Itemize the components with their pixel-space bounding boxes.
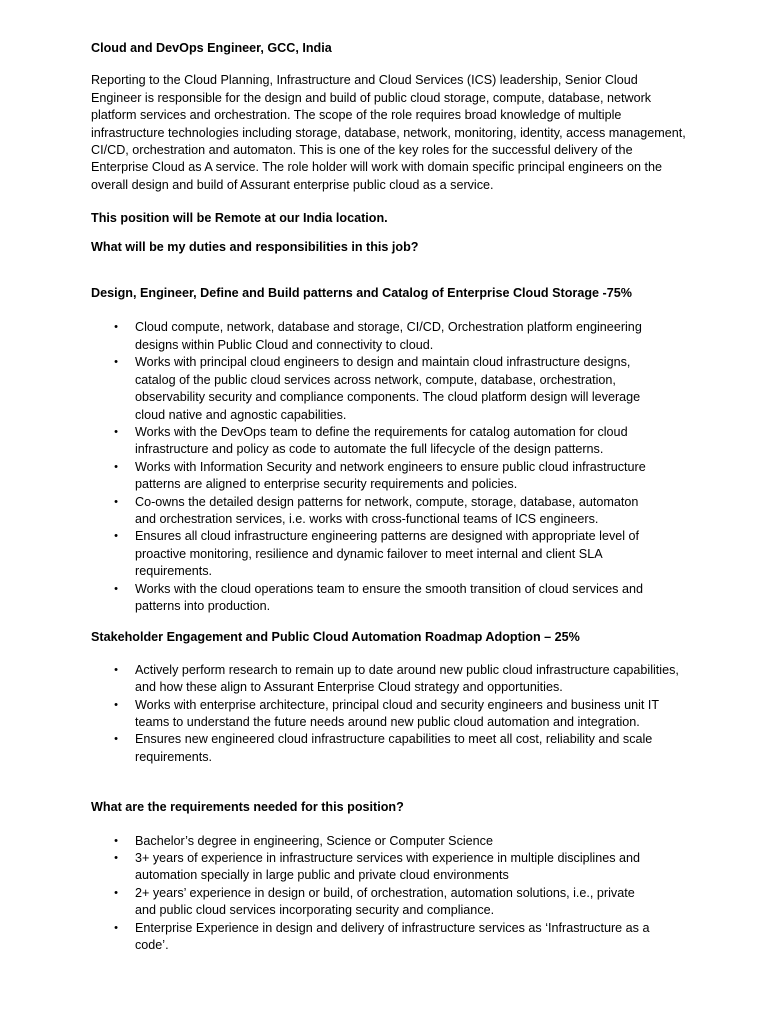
bullet-icon: • [114,582,118,595]
bullet-icon: • [114,356,118,369]
list-item-text: Works with principal cloud engineers to design and maintain cloud infrastructure designs, catalog of the public cloud services across network, compute, database, orchestration, observability security and compliance components. The cloud platform design will leverage cloud native and agnostic capabilities. [135,355,641,422]
list-item [91,833,651,850]
bullet-icon: • [114,530,118,543]
bullet-icon: • [114,425,118,438]
list-item-text: Works with the cloud operations team to ensure the smooth transition of cloud services and patterns into production. [135,581,643,613]
list-item-text: Co-owns the detailed design patterns for network, compute, storage, database, automaton and orchestration services, i.e. works with cross-functional teams of ICS engineers. [135,494,639,526]
list-item [91,494,651,529]
list-item [91,662,691,697]
list-item [91,850,651,885]
bullet-icon: • [114,921,118,934]
list-item-text: Cloud compute, network, database and storage, CI/CD, Orchestration platform engineering designs within Public Cloud and connectivity to cloud. [135,320,642,352]
bullet-icon: • [114,733,118,746]
section1-heading: Design, Engineer, Define and Build patterns and Catalog of Enterprise Cloud Storage -75% [91,286,632,301]
list-item-text: Works with the DevOps team to define the requirements for catalog automation for cloud infrastructure and policy as code to automate the full lifecycle of the design patterns. [135,424,628,457]
list-item [91,528,651,580]
bullet-icon: • [114,495,118,508]
bullet-icon: • [114,834,118,847]
list-item [91,697,691,732]
list-item-text: Ensures all cloud infrastructure engineering patterns are designed with appropriate level of proactive monitoring, resilience and dynamic failover to meet internal and client SLA requirements. [135,529,640,579]
list-item [91,920,651,955]
job-description-page [91,40,691,954]
bullet-icon: • [114,698,118,711]
bullet-icon: • [114,852,118,865]
section1-list [91,319,651,615]
bullet-icon: • [114,663,118,676]
list-item [91,885,651,920]
intro-paragraph: Reporting to the Cloud Planning, Infrastructure and Cloud Services (ICS) leadership, Senior Cloud Engineer is responsible for the design and build of public cloud storage, compute, database, network platform services and orchestration. The scope of the role requires broad knowledge of multiple infrastructure technologies including storage, database, network, monitoring, identity, access management, CI/CD, orchestration and automaton. This is one of the key roles for the successful delivery of the Enterprise Cloud as A service. The role holder will work with domain specific principal engineers on the overall design and build of Assurant enterprise public cloud as a service. [91,73,686,192]
job-title: Cloud and DevOps Engineer, GCC, India [91,41,332,55]
remote-note: This position will be Remote at our India location. [91,211,388,226]
requirements-list [91,833,651,955]
section2-heading: Stakeholder Engagement and Public Cloud Automation Roadmap Adoption – 25% [91,630,580,645]
list-item [91,424,651,459]
requirements-question: What are the requirements needed for this position? [91,800,404,815]
list-item [91,459,651,494]
bullet-icon: • [114,321,118,334]
list-item-text: 3+ years of experience in infrastructure services with experience in multiple disciplines and automation specially in large public and private cloud environments [135,851,641,883]
duties-question: What will be my duties and responsibilities in this job? [91,239,419,254]
list-item-text: Bachelor’s degree in engineering, Science or Computer Science [135,833,493,848]
list-item-text: Works with Information Security and network engineers to ensure public cloud infrastructure patterns are aligned to enterprise security requirements and policies. [135,459,646,492]
list-item [91,581,651,616]
list-item [91,354,651,424]
bullet-icon: • [114,460,118,473]
list-item-text: Enterprise Experience in design and delivery of infrastructure services as ‘Infrastructure as a code’. [135,920,650,953]
list-item [91,731,691,766]
list-item-text: Ensures new engineered cloud infrastructure capabilities to meet all cost, reliability and scale requirements. [135,732,653,764]
list-item-text: 2+ years’ experience in design or build, of orchestration, automation solutions, i.e., private and public cloud services incorporating security and compliance. [135,885,635,918]
list-item-text: Works with enterprise architecture, principal cloud and security engineers and business unit IT teams to understand the future needs around new public cloud automation and integration. [135,697,659,729]
list-item [91,319,651,354]
section2-list [91,662,691,766]
list-item-text: Actively perform research to remain up to date around new public cloud infrastructure capabilities, and how these align to Assurant Enterprise Cloud strategy and opportunities. [135,662,679,695]
bullet-icon: • [114,886,118,899]
